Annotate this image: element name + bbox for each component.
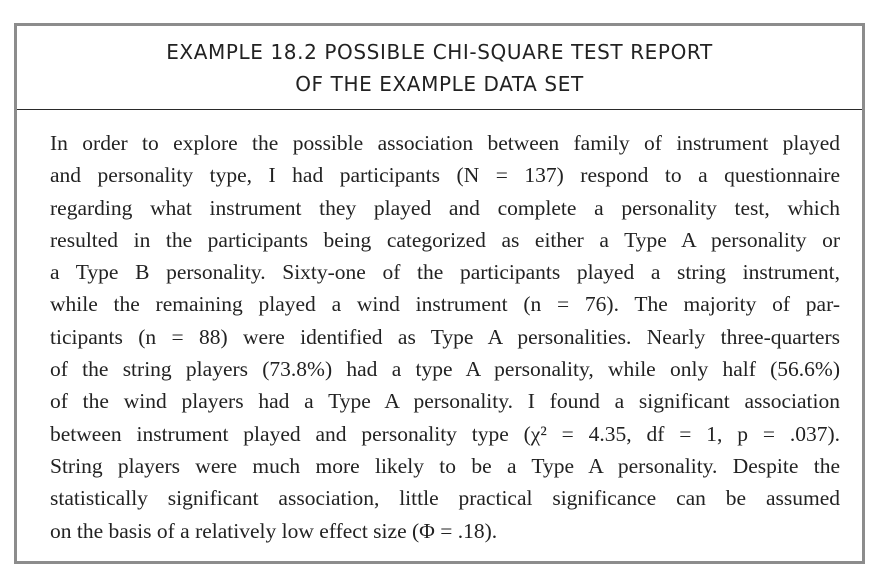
heading-line-1: EXAMPLE 18.2 POSSIBLE CHI-SQUARE TEST REPORT — [166, 40, 713, 64]
paragraph-line: between instrument played and personality type (χ² = 4.35, df = 1, p = .037). — [50, 421, 840, 446]
heading-divider — [17, 109, 862, 110]
report-paragraph — [50, 127, 840, 547]
paragraph-line: statistically significant association, little practical significance can be assumed — [50, 486, 840, 511]
paragraph-line: In order to explore the possible association between family of instrument played — [50, 131, 840, 155]
paragraph-line: and personality type, I had participants (N = 137) respond to a questionnaire — [50, 163, 840, 188]
example-heading — [17, 36, 862, 100]
paragraph-line: resulted in the participants being categorized as either a Type A personality or — [50, 227, 840, 252]
heading-line-2: OF THE EXAMPLE DATA SET — [295, 72, 584, 96]
paragraph-line: String players were much more likely to be a Type A personality. Despite the — [50, 453, 840, 478]
paragraph-line: on the basis of a relatively low effect size (Φ = .18). — [50, 518, 498, 543]
paragraph-line: of the wind players had a Type A personality. I found a significant association — [50, 389, 840, 414]
paragraph-line: a Type B personality. Sixty-one of the participants played a string instrument, — [50, 260, 840, 285]
paragraph-line: ticipants (n = 88) were identified as Type A personalities. Nearly three-quarters — [50, 324, 840, 349]
example-box — [14, 23, 865, 564]
paragraph-line: while the remaining played a wind instrument (n = 76). The majority of par- — [50, 292, 840, 317]
paragraph-line: of the string players (73.8%) had a type A personality, while only half (56.6%) — [50, 357, 840, 382]
paragraph-line: regarding what instrument they played and complete a personality test, which — [50, 195, 840, 220]
